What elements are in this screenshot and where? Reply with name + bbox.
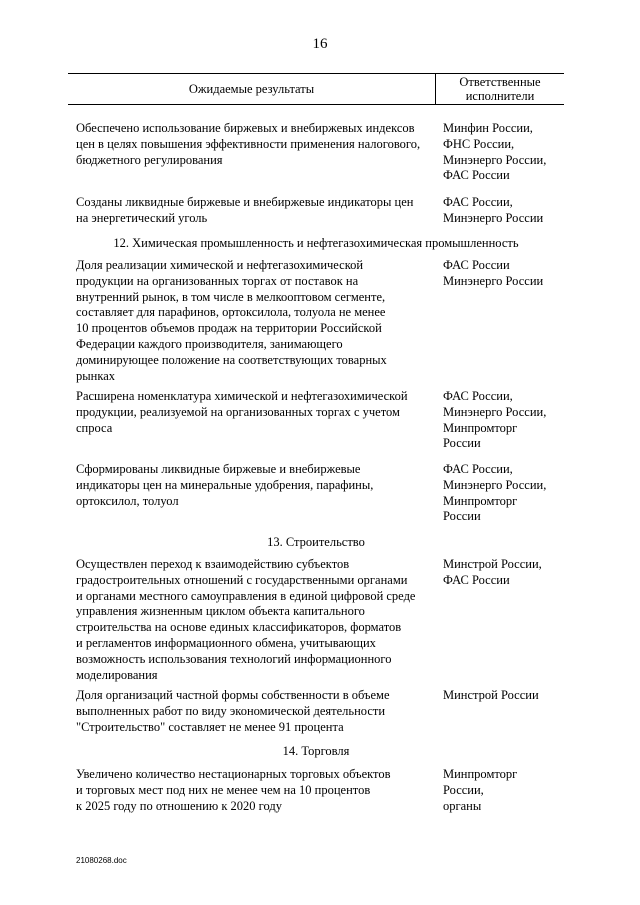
page-number: 16 (312, 36, 328, 52)
row-responsible: ФАС России Минэнерго России (443, 258, 544, 288)
row-result: Расширена номенклатура химической и нефтегазохимической продукции, реализуемой на организованных торгах с учетом спроса (76, 389, 408, 435)
row-responsible: Минстрой России, ФАС России (443, 557, 542, 587)
row-result: Увеличено количество нестационарных торговых объектов и торговых мест под них не менее чем на 10 процентов к 2025 году по отношению к 2020 году (76, 767, 391, 813)
row-result: Обеспечено использование биржевых и внебиржевых индексов цен в целях повышения эффективности применения налогового, бюджетного регулирования (76, 121, 421, 167)
section-title-12: 12. Химическая промышленность и нефтегазохимическая промышленность (113, 236, 519, 250)
header-responsible: Ответственные исполнители (459, 75, 541, 103)
row-responsible: Минфин России, ФНС России, Минэнерго России, ФАС России (443, 121, 547, 183)
section-title-13: 13. Строительство (267, 535, 365, 549)
row-responsible: Минпромторг России, органы (443, 767, 518, 813)
section-title-14: 14. Торговля (282, 744, 350, 758)
row-result: Доля реализации химической и нефтегазохимической продукции на организованных торгах от поставок на внутренний рынок, в том числе в мелкооптовом сегменте, составляет для парафинов, ортоксилола, толуола не менее 10 процентов объемов продаж на территории Российской Федерации каждого производителя, занимающего доминирующее положение на соответствующих товарных рынках (76, 258, 387, 383)
row-responsible: Минстрой России (443, 688, 539, 702)
header-results: Ожидаемые результаты (188, 81, 315, 96)
row-result: Доля организаций частной формы собственности в объеме выполненных работ по виду экономической деятельности "Строительство" составляет не менее 91 процента (76, 688, 390, 734)
row-responsible: ФАС России, Минэнерго России, Минпромторг России (443, 389, 547, 451)
row-result: Созданы ликвидные биржевые и внебиржевые индикаторы цен на энергетический уголь (76, 195, 414, 225)
row-responsible: ФАС России, Минэнерго России (443, 195, 544, 225)
row-result: Осуществлен переход к взаимодействию субъектов градостроительных отношений с государственными органами и органами местного самоуправления в единой цифровой среде управления жизненным циклом объекта капитального строительства на основе единых классификаторов, форматов и регламентов информационного обмена, учитывающих возможность использования технологий информационного моделирования (76, 557, 416, 682)
row-responsible: ФАС России, Минэнерго России, Минпромторг России (443, 462, 547, 524)
row-result: Сформированы ликвидные биржевые и внебиржевые индикаторы цен на минеральные удобрения, парафины, ортоксилол, толуол (76, 462, 374, 508)
document-code: 21080268.doc (76, 856, 127, 865)
table-header (68, 73, 564, 105)
